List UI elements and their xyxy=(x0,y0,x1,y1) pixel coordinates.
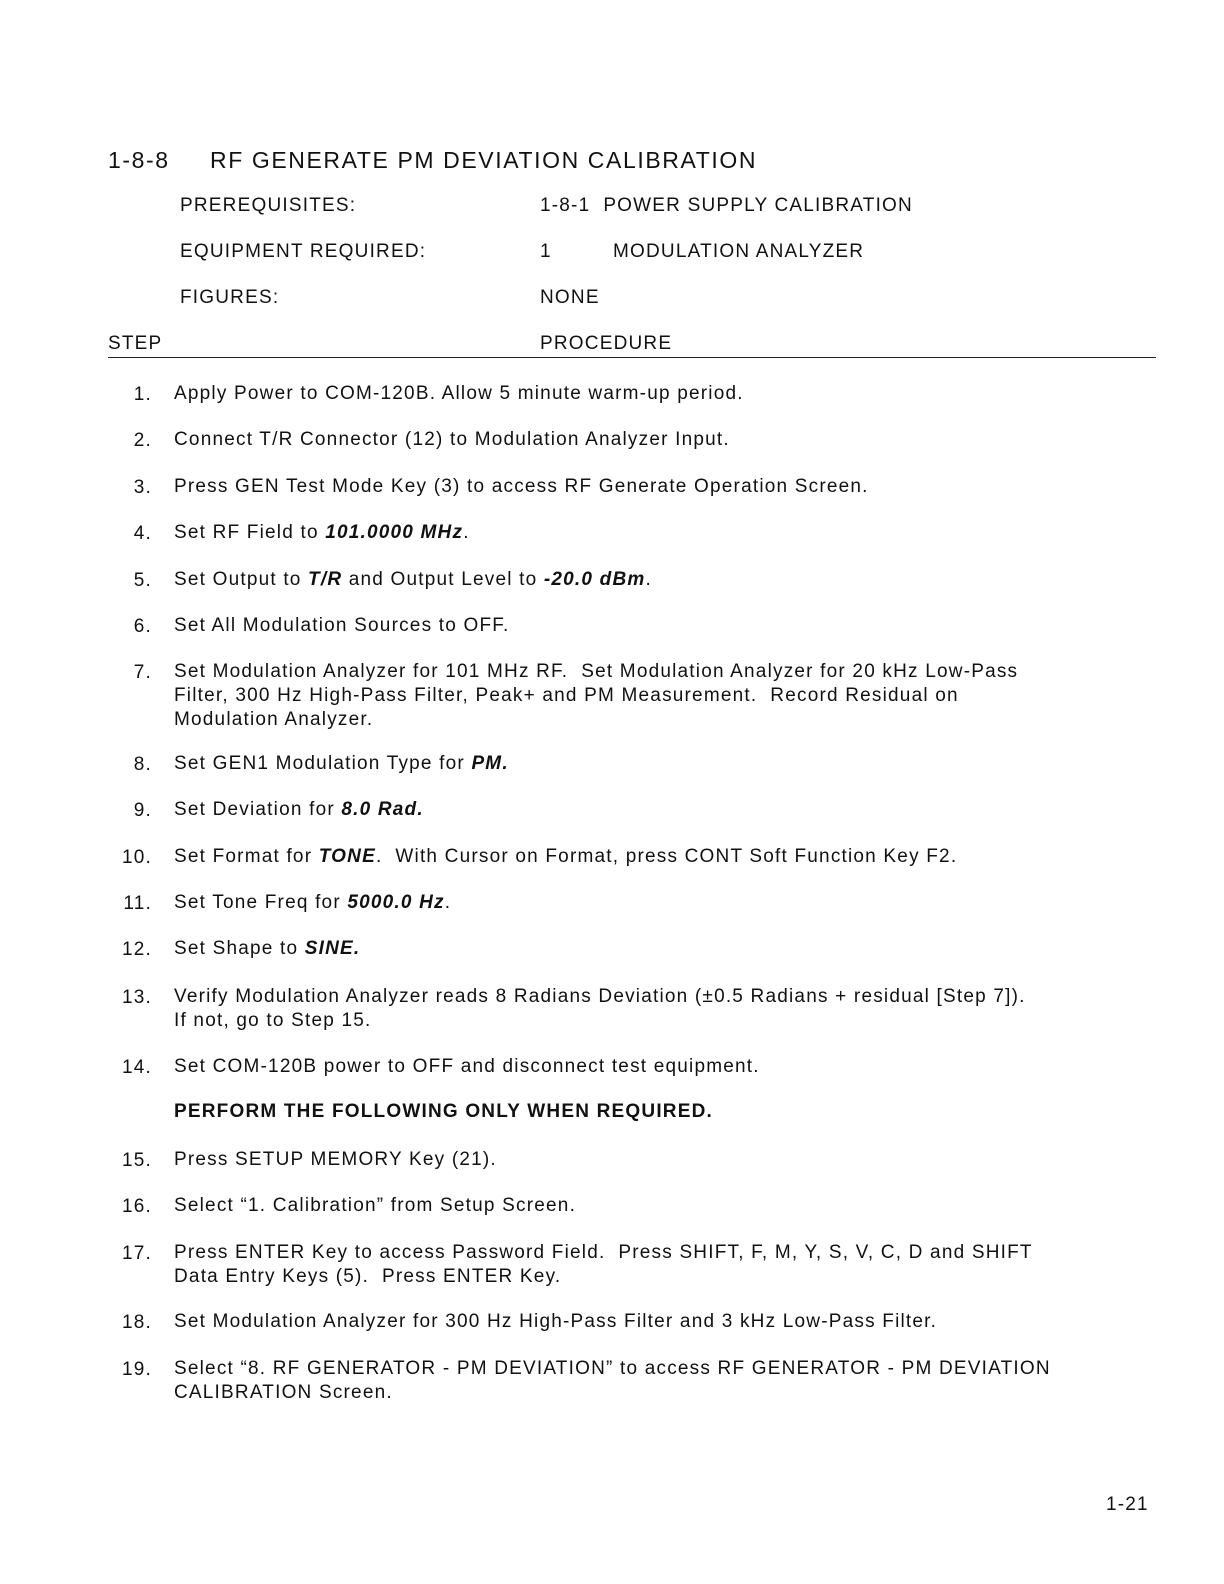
step-text: Set RF Field to 101.0000 MHz. xyxy=(174,522,470,543)
step-text: Set Tone Freq for 5000.0 Hz. xyxy=(174,892,452,913)
step-text: Set Modulation Analyzer for 101 MHz RF. Set Modulation Analyzer for 20 kHz Low-Pass Filter, 300 Hz High-Pass Filter, Peak+ and PM Measurement. Record Residual on Modulation Analyzer. xyxy=(174,661,1019,730)
section-number: 1-8-8 xyxy=(108,147,170,173)
step-number: 16. xyxy=(121,1196,152,1217)
step-number: 17. xyxy=(121,1243,152,1264)
header-rule xyxy=(108,357,1156,358)
step-text: Set Format for TONE. With Cursor on Format, press CONT Soft Function Key F2. xyxy=(174,846,958,867)
step-text: Set Modulation Analyzer for 300 Hz High-Pass Filter and 3 kHz Low-Pass Filter. xyxy=(174,1311,938,1332)
step-text: Set Output to T/R and Output Level to -20.0 dBm. xyxy=(174,569,652,590)
equipment-label: EQUIPMENT REQUIRED: xyxy=(180,241,427,262)
step-text: Press ENTER Key to access Password Field. Press SHIFT, F, M, Y, S, V, C, D and SHIFT Data Entry Keys (5). Press ENTER Key. xyxy=(174,1242,1033,1287)
step-number: 11. xyxy=(123,893,152,914)
step-text: Set GEN1 Modulation Type for PM. xyxy=(174,753,509,774)
step-text: Set Deviation for 8.0 Rad. xyxy=(174,799,424,820)
step-number: 9. xyxy=(133,800,152,821)
step-number: 1. xyxy=(133,384,152,405)
step-number: 6. xyxy=(133,616,152,637)
step-text: Press SETUP MEMORY Key (21). xyxy=(174,1149,497,1170)
step-heading: STEP xyxy=(108,333,163,354)
step-number: 3. xyxy=(133,477,152,498)
step-number: 10. xyxy=(121,847,152,868)
step-text: Select “1. Calibration” from Setup Screen. xyxy=(174,1195,577,1216)
step-number: 18. xyxy=(121,1312,152,1333)
step-text: Press GEN Test Mode Key (3) to access RF Generate Operation Screen. xyxy=(174,476,869,497)
step-number: 13. xyxy=(121,987,152,1008)
step-text: Set All Modulation Sources to OFF. xyxy=(174,615,510,636)
step-number: 7. xyxy=(133,662,152,683)
step-number: 15. xyxy=(121,1150,152,1171)
step-number: 19. xyxy=(121,1359,152,1380)
step-text: Set COM-120B power to OFF and disconnect test equipment. xyxy=(174,1056,760,1077)
equipment-value: MODULATION ANALYZER xyxy=(613,241,865,262)
step-number: 4. xyxy=(133,523,152,544)
equipment-qty: 1 xyxy=(540,241,552,262)
step-text: Apply Power to COM-120B. Allow 5 minute warm-up period. xyxy=(174,383,744,404)
figures-label: FIGURES: xyxy=(180,287,280,308)
prerequisites-value: 1-8-1 POWER SUPPLY CALIBRATION xyxy=(540,195,913,216)
step-text: Select “8. RF GENERATOR - PM DEVIATION” to access RF GENERATOR - PM DEVIATION CALIBRATION Screen. xyxy=(174,1358,1051,1403)
step-text: Verify Modulation Analyzer reads 8 Radians Deviation (±0.5 Radians + residual [Step 7]). If not, go to Step 15. xyxy=(174,986,1026,1031)
step-number: 12. xyxy=(121,939,152,960)
procedure-heading: PROCEDURE xyxy=(540,333,673,354)
step-number: 8. xyxy=(133,754,152,775)
step-number: 14. xyxy=(121,1057,152,1078)
section-title: RF GENERATE PM DEVIATION CALIBRATION xyxy=(210,147,758,173)
step-text: Connect T/R Connector (12) to Modulation Analyzer Input. xyxy=(174,429,730,450)
step-number: 2. xyxy=(133,430,152,451)
prerequisites-label: PREREQUISITES: xyxy=(180,195,357,216)
step-text: Set Shape to SINE. xyxy=(174,938,361,959)
figures-value: NONE xyxy=(540,287,600,308)
conditional-note: PERFORM THE FOLLOWING ONLY WHEN REQUIRED. xyxy=(174,1101,713,1122)
step-number: 5. xyxy=(133,570,152,591)
page-number: 1-21 xyxy=(1106,1494,1149,1515)
